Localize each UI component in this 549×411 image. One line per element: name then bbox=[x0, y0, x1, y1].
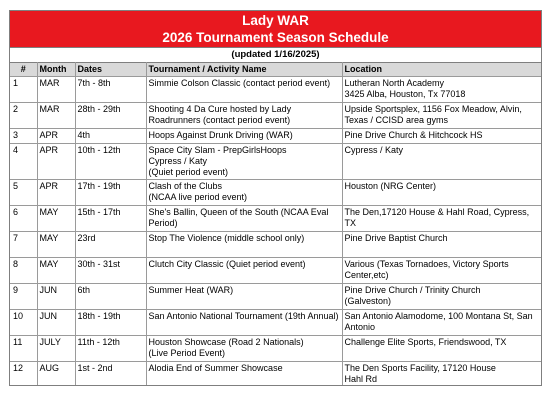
table-row bbox=[10, 284, 541, 310]
table-row bbox=[10, 77, 541, 103]
cell-tournament-name: Shooting 4 Da Cure hosted by Lady Roadrunners (contact period event) bbox=[146, 103, 342, 129]
title-banner bbox=[10, 11, 541, 47]
cell-dates: 28th - 29th bbox=[75, 103, 146, 129]
cell-month: MAY bbox=[37, 258, 75, 284]
schedule-sheet bbox=[9, 10, 542, 386]
table-row bbox=[10, 180, 541, 206]
table-row bbox=[10, 362, 541, 386]
column-header-dates: Dates bbox=[75, 63, 146, 77]
cell-dates: 4th bbox=[75, 129, 146, 144]
cell-tournament-name: Alodia End of Summer Showcase bbox=[146, 362, 342, 386]
cell-dates: 1st - 2nd bbox=[75, 362, 146, 386]
table-row bbox=[10, 232, 541, 258]
cell-number: 7 bbox=[10, 232, 37, 258]
table-row bbox=[10, 206, 541, 232]
cell-number: 8 bbox=[10, 258, 37, 284]
cell-number: 4 bbox=[10, 144, 37, 180]
cell-location: Cypress / Katy bbox=[342, 144, 541, 180]
cell-number: 9 bbox=[10, 284, 37, 310]
cell-number: 1 bbox=[10, 77, 37, 103]
column-header-tournament: Tournament / Activity Name bbox=[146, 63, 342, 77]
column-header-location: Location bbox=[342, 63, 541, 77]
cell-month: JUN bbox=[37, 284, 75, 310]
page-subtitle: 2026 Tournament Season Schedule bbox=[162, 30, 389, 45]
cell-number: 12 bbox=[10, 362, 37, 386]
cell-dates: 11th - 12th bbox=[75, 336, 146, 362]
cell-month: APR bbox=[37, 180, 75, 206]
cell-dates: 7th - 8th bbox=[75, 77, 146, 103]
cell-dates: 30th - 31st bbox=[75, 258, 146, 284]
cell-month: MAY bbox=[37, 206, 75, 232]
cell-number: 5 bbox=[10, 180, 37, 206]
cell-tournament-name: Stop The Violence (middle school only) bbox=[146, 232, 342, 258]
cell-location: Houston (NRG Center) bbox=[342, 180, 541, 206]
cell-tournament-name: Space City Slam - PrepGirlsHoops Cypress / Katy (Quiet period event) bbox=[146, 144, 342, 180]
cell-location: Pine Drive Church & Hitchcock HS bbox=[342, 129, 541, 144]
cell-dates: 17th - 19th bbox=[75, 180, 146, 206]
cell-number: 11 bbox=[10, 336, 37, 362]
cell-dates: 23rd bbox=[75, 232, 146, 258]
cell-month: AUG bbox=[37, 362, 75, 386]
cell-location: The Den,17120 House & Hahl Road, Cypress, TX bbox=[342, 206, 541, 232]
cell-month: MAR bbox=[37, 103, 75, 129]
cell-number: 6 bbox=[10, 206, 37, 232]
cell-tournament-name: Clash of the Clubs (NCAA live period event) bbox=[146, 180, 342, 206]
cell-dates: 10th - 12th bbox=[75, 144, 146, 180]
column-header-number: # bbox=[10, 63, 37, 77]
cell-location: The Den Sports Facility, 17120 House Hahl Rd bbox=[342, 362, 541, 386]
cell-dates: 15th - 17th bbox=[75, 206, 146, 232]
schedule-table bbox=[10, 62, 541, 385]
cell-month: MAR bbox=[37, 77, 75, 103]
cell-dates: 18th - 19th bbox=[75, 310, 146, 336]
cell-tournament-name: Hoops Against Drunk Driving (WAR) bbox=[146, 129, 342, 144]
cell-location: Upside Sportsplex, 1156 Fox Meadow, Alvin, Texas / CCISD area gyms bbox=[342, 103, 541, 129]
cell-month: APR bbox=[37, 129, 75, 144]
cell-tournament-name: Summer Heat (WAR) bbox=[146, 284, 342, 310]
column-header-month: Month bbox=[37, 63, 75, 77]
table-row bbox=[10, 258, 541, 284]
cell-location: Pine Drive Church / Trinity Church (Galveston) bbox=[342, 284, 541, 310]
table-row bbox=[10, 129, 541, 144]
table-row bbox=[10, 310, 541, 336]
page-title: Lady WAR bbox=[242, 13, 309, 28]
cell-number: 3 bbox=[10, 129, 37, 144]
cell-number: 10 bbox=[10, 310, 37, 336]
cell-tournament-name: Houston Showcase (Road 2 Nationals) (Live Period Event) bbox=[146, 336, 342, 362]
cell-tournament-name: She's Ballin, Queen of the South (NCAA Eval Period) bbox=[146, 206, 342, 232]
cell-location: Challenge Elite Sports, Friendswood, TX bbox=[342, 336, 541, 362]
cell-month: APR bbox=[37, 144, 75, 180]
cell-location: Lutheran North Academy 3425 Alba, Houston, Tx 77018 bbox=[342, 77, 541, 103]
cell-month: JUN bbox=[37, 310, 75, 336]
table-row bbox=[10, 144, 541, 180]
cell-tournament-name: Clutch City Classic (Quiet period event) bbox=[146, 258, 342, 284]
cell-location: Pine Drive Baptist Church bbox=[342, 232, 541, 258]
table-header-row bbox=[10, 63, 541, 77]
cell-number: 2 bbox=[10, 103, 37, 129]
cell-location: Various (Texas Tornadoes, Victory Sports Center,etc) bbox=[342, 258, 541, 284]
cell-month: MAY bbox=[37, 232, 75, 258]
cell-location: San Antonio Alamodome, 100 Montana St, San Antonio bbox=[342, 310, 541, 336]
cell-tournament-name: Simmie Colson Classic (contact period event) bbox=[146, 77, 342, 103]
cell-dates: 6th bbox=[75, 284, 146, 310]
table-row bbox=[10, 103, 541, 129]
table-row bbox=[10, 336, 541, 362]
cell-month: JULY bbox=[37, 336, 75, 362]
updated-note: (updated 1/16/2025) bbox=[10, 47, 541, 62]
cell-tournament-name: San Antonio National Tournament (19th Annual) bbox=[146, 310, 342, 336]
